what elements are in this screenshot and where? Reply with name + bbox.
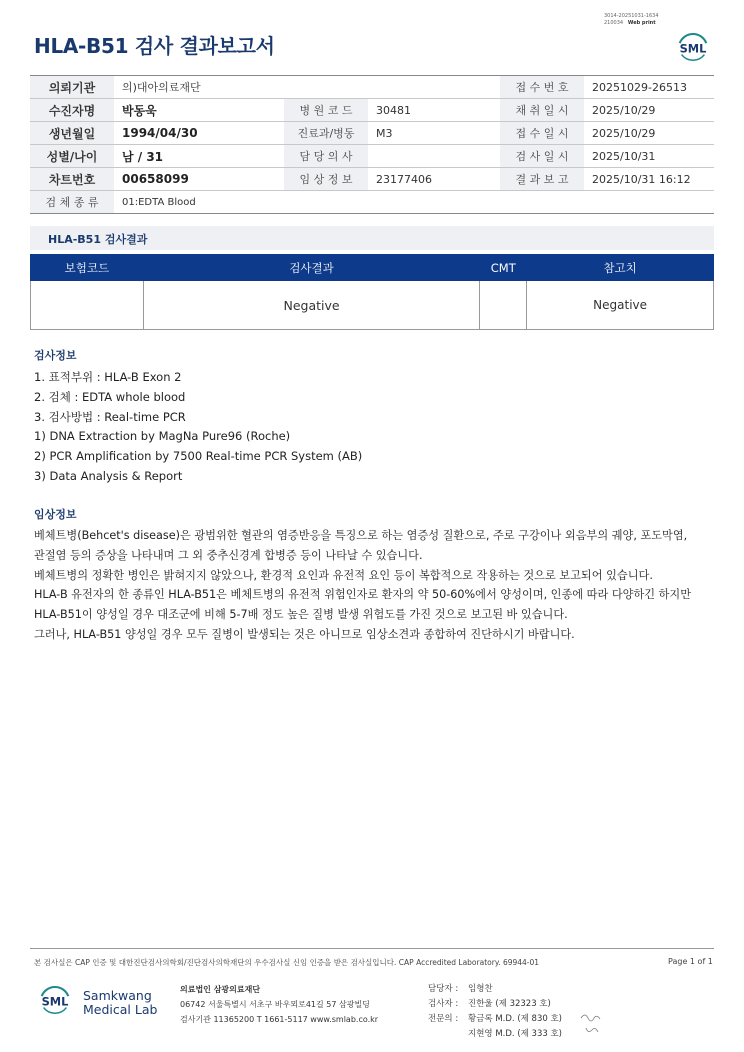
test-info-line: 3) Data Analysis & Report bbox=[34, 468, 183, 483]
brand-name: Samkwang Medical Lab bbox=[83, 988, 158, 1017]
page-title: HLA-B51 검사 결과보고서 bbox=[34, 34, 275, 58]
page-number: Page 1 of 1 bbox=[668, 957, 713, 966]
test-info-line: 2. 검체 : EDTA whole blood bbox=[34, 389, 186, 404]
test-info-line: 2) PCR Amplification by 7500 Real-time PCR System (AB) bbox=[34, 449, 363, 464]
clinical-info-line: HLA-B51이 양성일 경우 대조군에 비해 5-7배 정도 높은 질병 발생 위험도를 가진 것으로 보고된 바 있습니다. bbox=[34, 608, 568, 622]
info-row: 성별/나이 남 / 31 담 당 의 사 검 사 일 시 2025/10/31 bbox=[30, 145, 714, 168]
logo-text: SML bbox=[41, 994, 69, 1009]
clinical-info-line: HLA-B 유전자의 한 종류인 HLA-B51은 베체트병의 유전적 위험인자로 환자의 약 50-60%에서 양성이며, 인종에 따라 다양하긴 하지만 bbox=[34, 588, 692, 602]
test-result-cell: Negative bbox=[143, 281, 479, 330]
insurance-code-cell bbox=[31, 281, 144, 330]
result-section-title: HLA-B51 검사결과 bbox=[48, 233, 148, 246]
test-result-header: 검사결과 bbox=[143, 255, 479, 281]
sml-logo-icon bbox=[674, 27, 712, 65]
patient-info-table bbox=[30, 75, 714, 214]
clinical-info-line: 베체트병(Behcet's disease)은 광범위한 혈관의 염증반응을 특징으로 하는 염증성 질환으로, 주로 구강이나 외음부의 궤양, 포도막염, bbox=[34, 529, 688, 542]
clinical-info-block bbox=[34, 526, 724, 645]
clinical-info-title: 임상정보 bbox=[34, 508, 77, 521]
accreditation-note: 본 검사실은 CAP 인증 및 대한진단검사의학회/진단검사의학재단의 우수검사실 신임 인증을 받은 검사실입니다. CAP Accredited Laboratory. 69944-01 bbox=[34, 958, 540, 967]
clinical-info-line: 베체트병의 정확한 병인은 밝혀지지 않았으나, 환경적 요인과 유전적 요인 등이 복합적으로 작용하는 것으로 보고되어 있습니다. bbox=[34, 568, 653, 582]
result-header-row bbox=[31, 255, 714, 281]
document-id: 3014-20251031-1634 210034 Web print bbox=[604, 13, 659, 26]
signature-icon bbox=[578, 1008, 608, 1038]
clinical-info-line: 그러나, HLA-B51 양성일 경우 모두 질병이 발생되는 것은 아니므로 임상소견과 종합하여 진단하시기 바랍니다. bbox=[34, 627, 575, 641]
staff-row: 지현영 M.D. (제 333 호) bbox=[468, 1029, 563, 1039]
staff-row: 담당자 : 임형찬 bbox=[428, 984, 493, 994]
footer-divider bbox=[30, 948, 714, 949]
staff-list bbox=[428, 982, 562, 1042]
cmt-header: CMT bbox=[480, 255, 527, 281]
test-info-line: 1. 표적부위 : HLA-B Exon 2 bbox=[34, 370, 182, 384]
test-info-title: 검사정보 bbox=[34, 349, 77, 362]
sml-logo-icon bbox=[36, 980, 74, 1018]
info-row: 차트번호 00658099 임 상 정 보 23177406 결 과 보 고 2025/10/31 16:12 bbox=[30, 168, 714, 191]
result-table bbox=[30, 254, 714, 330]
cmt-cell bbox=[480, 281, 527, 330]
corporation-info: 의료법인 삼광의료재단 06742 서울특별시 서초구 바우뫼로41길 57 삼광빌딩 검사기관 11365200 T 1661-5117 www.smlab.co.kr bbox=[180, 985, 379, 1024]
test-info-line: 3. 검사방법 : Real-time PCR bbox=[34, 409, 186, 424]
clinical-info-line: 관절염 등의 증상을 나타내며 그 외 중추신경계 합병증 등이 나타날 수 있습니다. bbox=[34, 548, 423, 562]
staff-row: 검사자 : 진한울 (제 32323 호) bbox=[428, 999, 551, 1009]
info-row: 검 체 종 류 01:EDTA Blood bbox=[30, 191, 714, 214]
reference-header: 참고치 bbox=[527, 255, 714, 281]
staff-row: 전문의 : 황금록 M.D. (제 830 호) bbox=[428, 1014, 563, 1024]
info-row: 의뢰기관 의)대아의료재단 접 수 번 호 20251029-26513 bbox=[30, 76, 714, 99]
result-row bbox=[31, 281, 714, 330]
test-info-line: 1) DNA Extraction by MagNa Pure96 (Roche) bbox=[34, 429, 291, 444]
logo-text: SML bbox=[679, 41, 707, 56]
insurance-code-header: 보험코드 bbox=[31, 255, 144, 281]
reference-cell: Negative bbox=[527, 281, 714, 330]
info-row: 수진자명 박동욱 병 원 코 드 30481 채 취 일 시 2025/10/29 bbox=[30, 99, 714, 122]
test-info-block bbox=[34, 368, 362, 487]
info-row: 생년월일 1994/04/30 진료과/병동 M3 접 수 일 시 2025/10/29 bbox=[30, 122, 714, 145]
